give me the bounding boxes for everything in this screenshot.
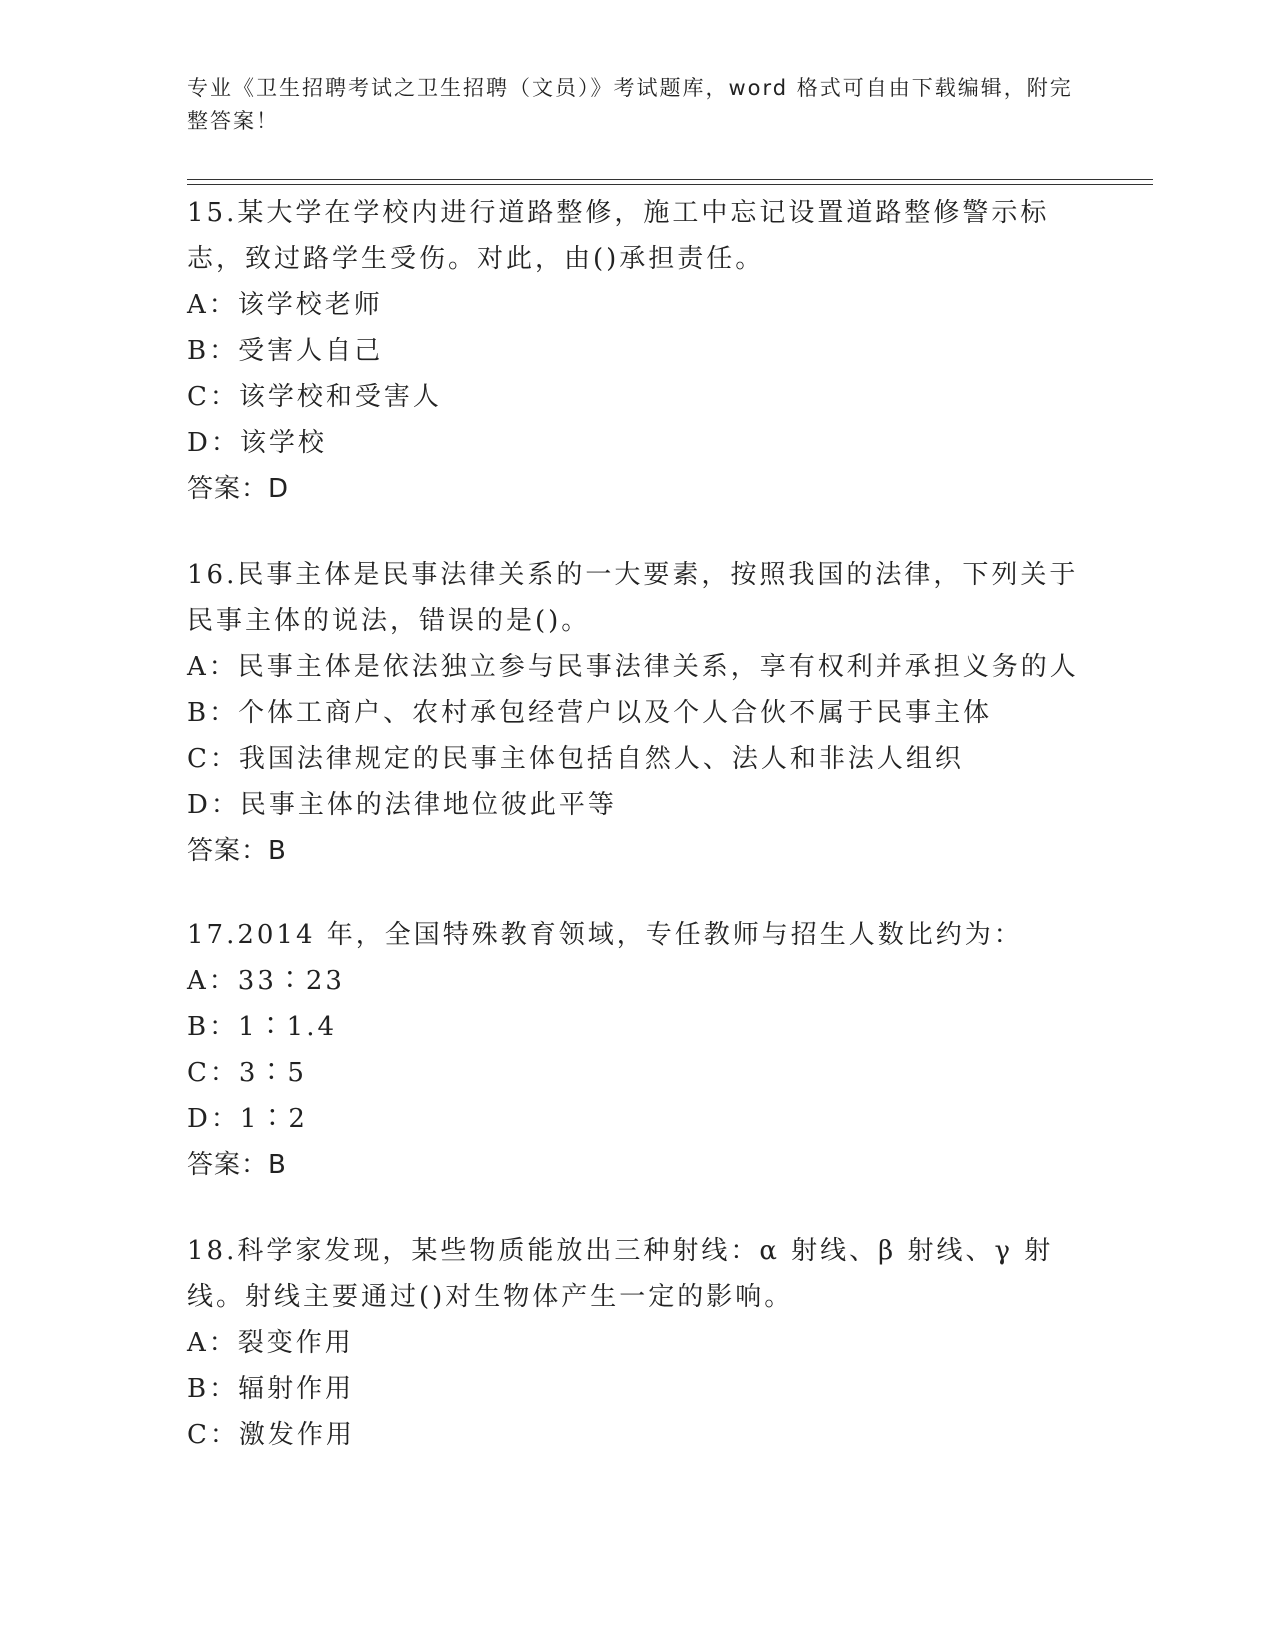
- option-b: B：辐射作用: [187, 1374, 355, 1404]
- answer: 答案：B: [187, 1150, 287, 1180]
- option-c: C：我国法律规定的民事主体包括自然人、法人和非法人组织: [187, 744, 964, 774]
- question-stem: 15.某大学在学校内进行道路整修，施工中忘记设置道路整修警示标志，致过路学生受伤。对此，由()承担责任。: [187, 198, 1050, 274]
- answer: 答案：D: [187, 474, 290, 504]
- document-header: 专业《卫生招聘考试之卫生招聘（文员）》考试题库，word 格式可自由下载编辑，附完整答案！: [187, 76, 1073, 133]
- question-15: [187, 190, 1087, 512]
- question-17: [187, 912, 1087, 1188]
- option-b: B：受害人自己: [187, 336, 384, 366]
- header-divider-bottom: [187, 184, 1153, 185]
- option-a: A：裂变作用: [187, 1328, 354, 1358]
- question-18: [187, 1228, 1087, 1458]
- question-stem: 18.科学家发现，某些物质能放出三种射线：α 射线、β 射线、γ 射线。射线主要通过()对生物体产生一定的影响。: [187, 1236, 1054, 1312]
- option-d: D：1∶2: [187, 1104, 308, 1134]
- option-a: A：该学校老师: [187, 290, 383, 320]
- header-divider-top: [187, 179, 1153, 180]
- answer: 答案：B: [187, 836, 287, 866]
- option-a: A：33∶23: [187, 966, 345, 996]
- option-d: D：该学校: [187, 428, 327, 458]
- option-c: C：3∶5: [187, 1058, 307, 1088]
- option-a: A：民事主体是依法独立参与民事法律关系，享有权利并承担义务的人: [187, 652, 1079, 682]
- question-stem: 16.民事主体是民事法律关系的一大要素，按照我国的法律，下列关于民事主体的说法，错误的是()。: [187, 560, 1079, 636]
- option-c: C：激发作用: [187, 1420, 355, 1450]
- question-16: [187, 552, 1087, 874]
- option-b: B：个体工商户、农村承包经营户以及个人合伙不属于民事主体: [187, 698, 993, 728]
- question-stem: 17.2014 年，全国特殊教育领域，专任教师与招生人数比约为：: [187, 920, 1023, 950]
- option-c: C：该学校和受害人: [187, 382, 442, 412]
- option-b: B：1∶1.4: [187, 1012, 337, 1042]
- option-d: D：民事主体的法律地位彼此平等: [187, 790, 617, 820]
